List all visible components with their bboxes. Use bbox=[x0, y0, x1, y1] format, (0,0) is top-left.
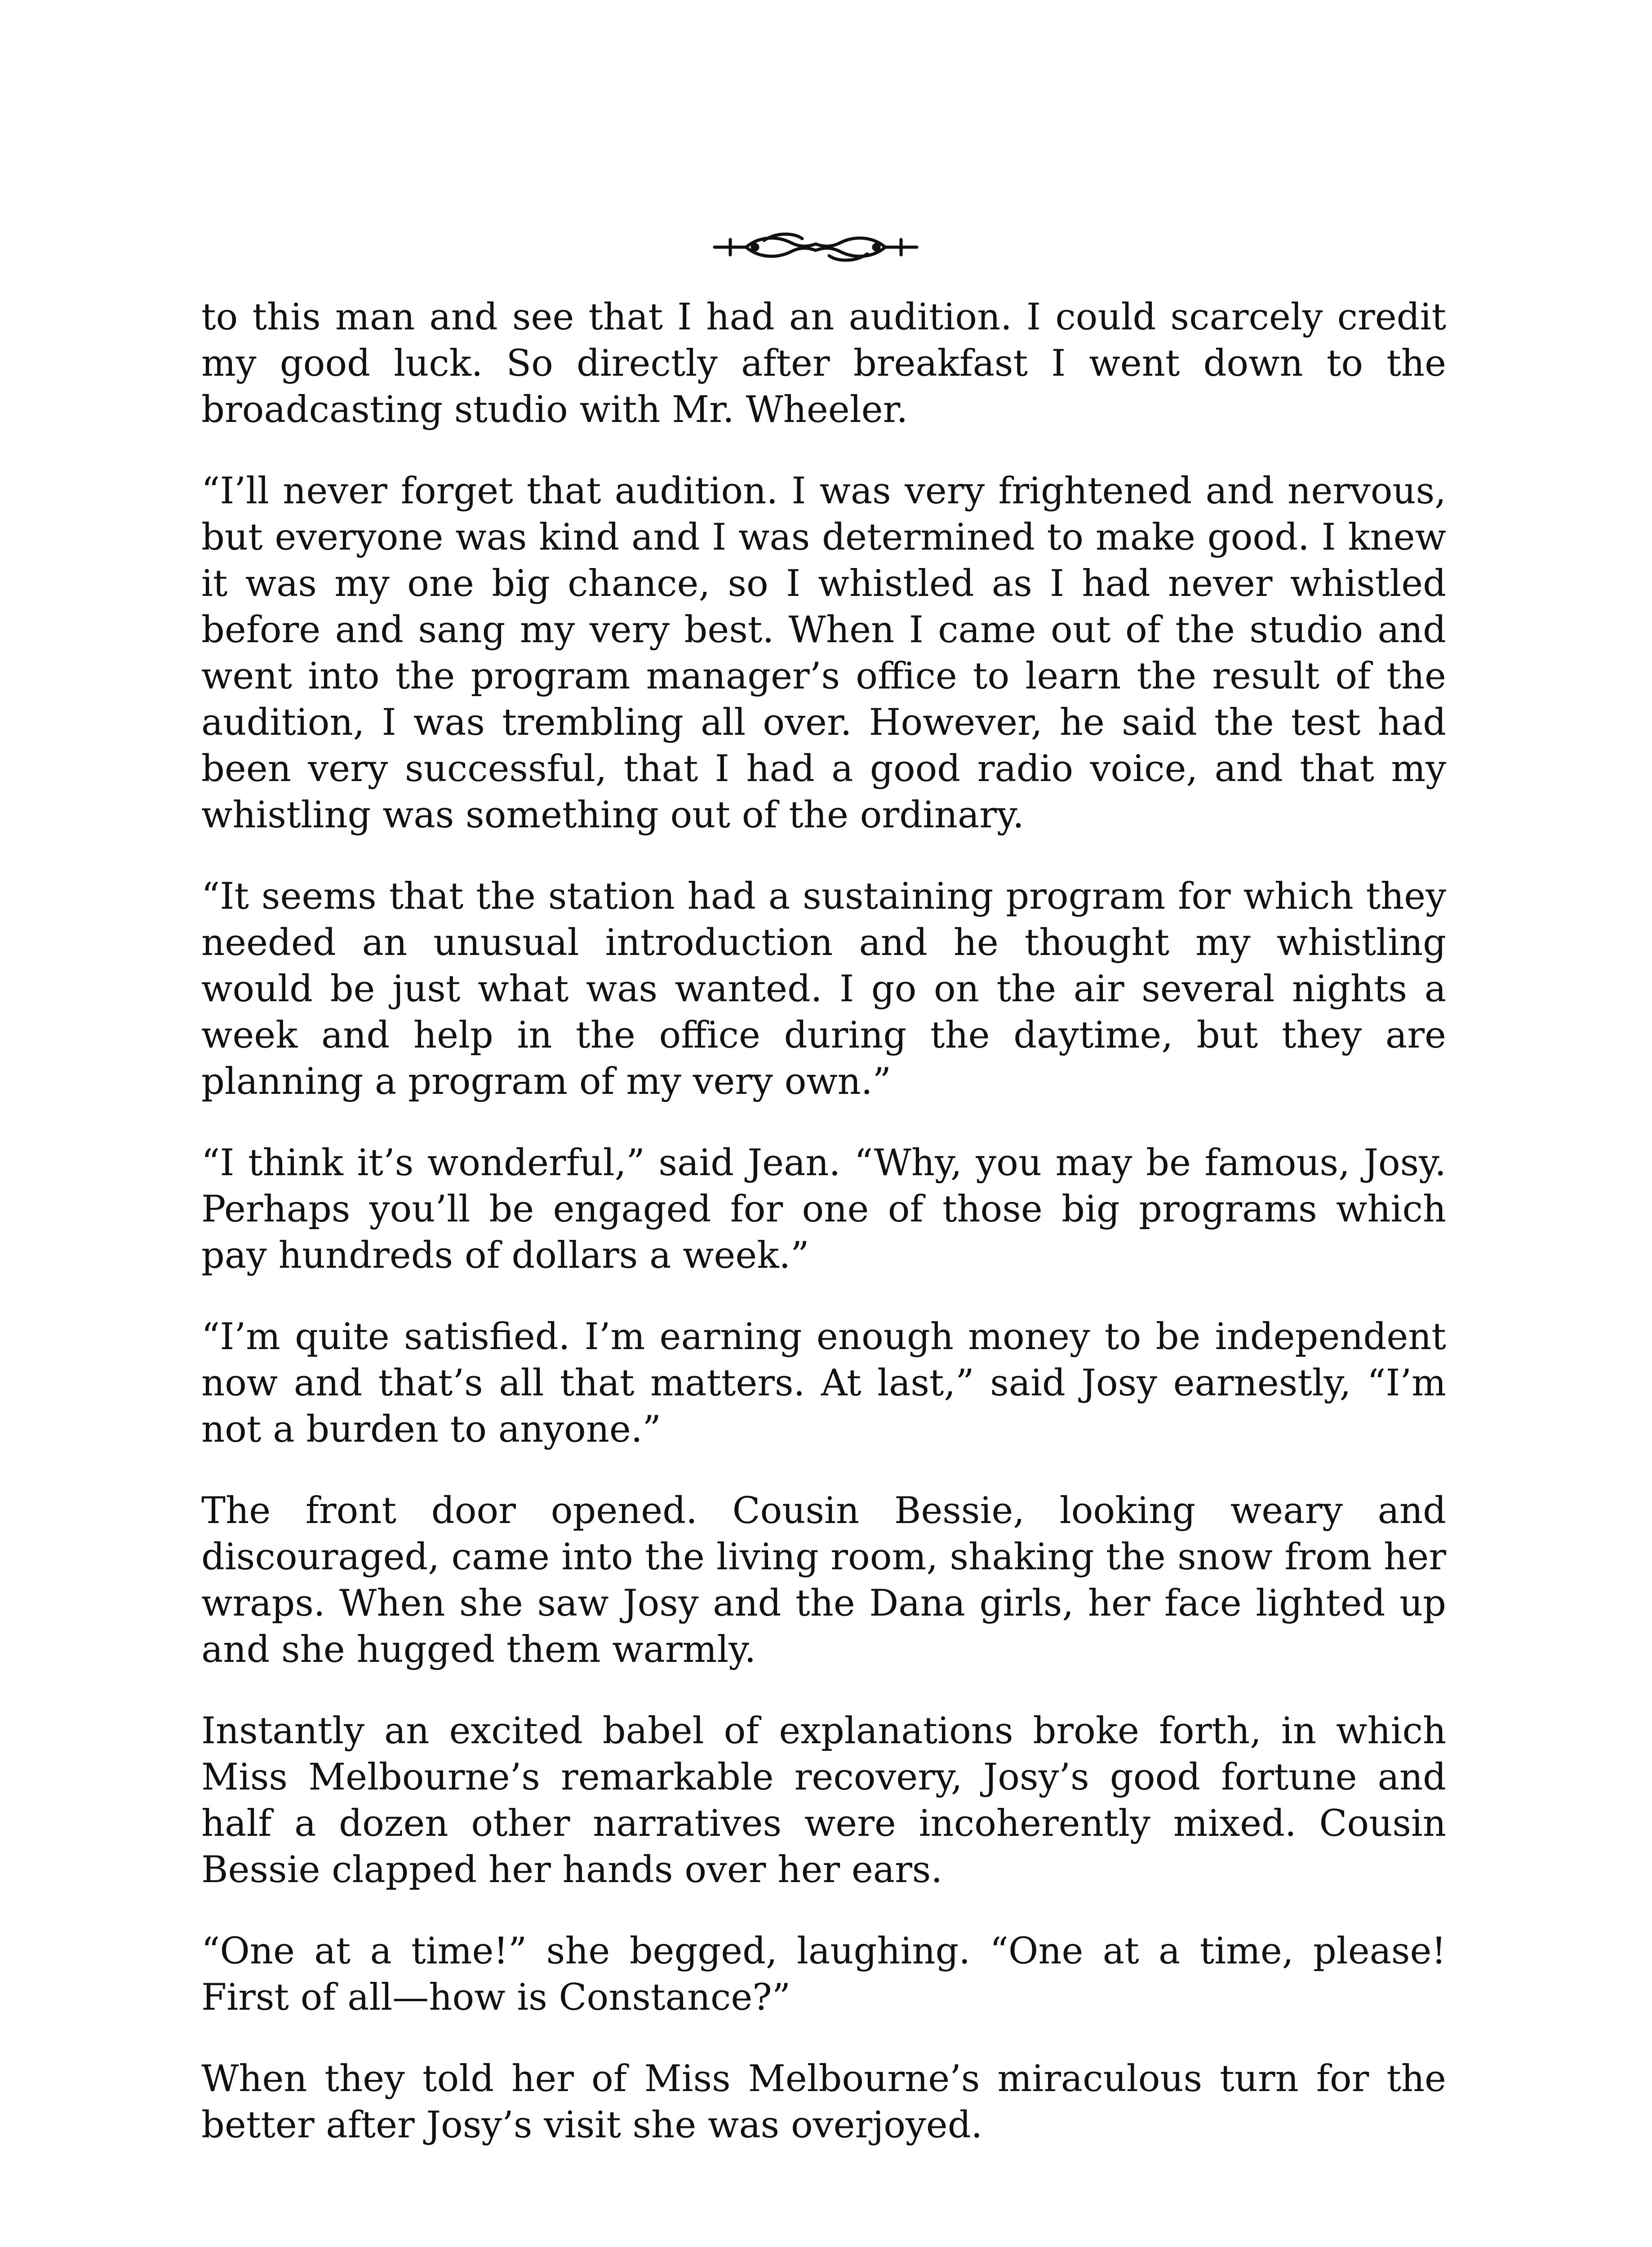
scroll-ornament-icon bbox=[710, 227, 921, 267]
paragraph: “I’ll never forget that audition. I was very frightened and nervous, but everyone was kind and I was determined to make good. I knew it was my one big chance, so I whistled as I had never whistled before and sang my very best. When I came out of the studio and went into the program manager’s office to learn the result of the audition, I was trembling all over. However, he said the test had been very successful, that I had a good radio voice, and that my whistling was something out of the ordinary. bbox=[201, 470, 1446, 836]
paragraph: “I think it’s wonderful,” said Jean. “Why, you may be famous, Josy. Perhaps you’ll be engaged for one of those big programs which pay hundreds of dollars a week.” bbox=[201, 1142, 1446, 1277]
paragraph: “It seems that the station had a sustaining program for which they needed an unusual introduction and he thought my whistling would be just what was wanted. I go on the air several nights a week and help in the office during the daytime, but they are planning a program of my very own.” bbox=[201, 875, 1446, 1103]
paragraph: Instantly an excited babel of explanations broke forth, in which Miss Melbourne’s remarkable recovery, Josy’s good fortune and half a dozen other narratives were incoherently mixed. Cousin Bessie clapped her hands over her ears. bbox=[201, 1710, 1446, 1891]
paragraph: The front door opened. Cousin Bessie, looking weary and discouraged, came into the living room, shaking the snow from her wraps. When she saw Josy and the Dana girls, her face lighted up and she hugged them warmly. bbox=[201, 1490, 1446, 1671]
body-text bbox=[201, 294, 1446, 2184]
paragraph: “One at a time!” she begged, laughing. “One at a time, please! First of all—how is Constance?” bbox=[201, 1930, 1446, 2019]
paragraph: to this man and see that I had an audition. I could scarcely credit my good luck. So directly after breakfast I went down to the broadcasting studio with Mr. Wheeler. bbox=[201, 296, 1446, 431]
paragraph: When they told her of Miss Melbourne’s miraculous turn for the better after Josy’s visit she was overjoyed. bbox=[201, 2058, 1446, 2146]
paragraph: “I’m quite satisfied. I’m earning enough money to be independent now and that’s all that matters. At last,” said Josy earnestly, “I’m not a burden to anyone.” bbox=[201, 1316, 1446, 1451]
